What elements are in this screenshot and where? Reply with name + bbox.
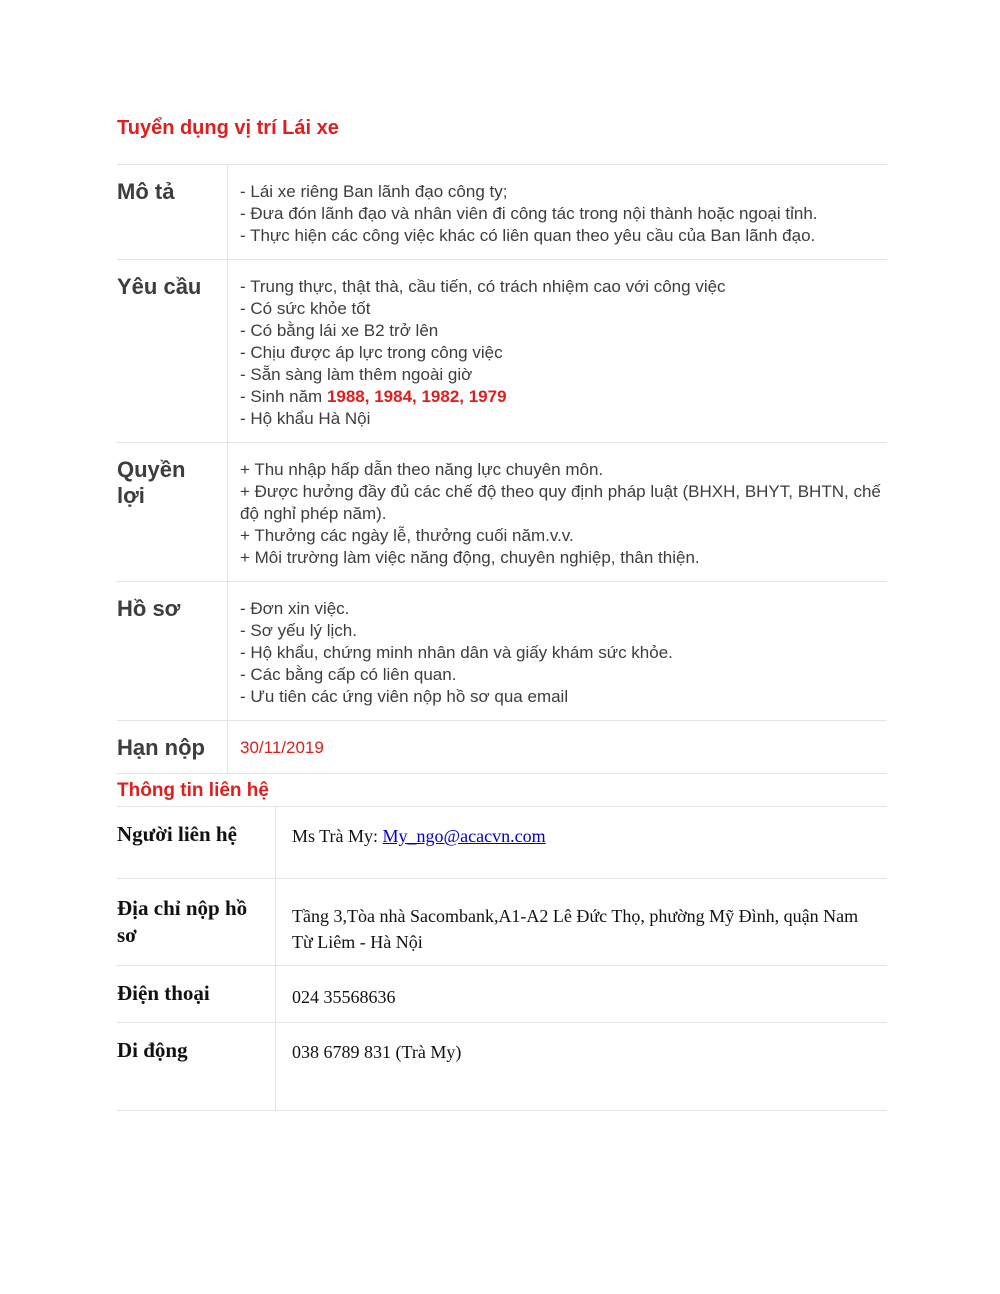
benefits-content xyxy=(228,443,887,581)
table-row-description xyxy=(117,164,887,259)
description-label: Mô tả xyxy=(117,165,228,259)
documents-line: - Đơn xin việc. xyxy=(240,599,350,618)
description-line: - Đưa đón lãnh đạo và nhân viên đi công tác trong nội thành hoặc ngoại tỉnh. xyxy=(240,204,818,223)
documents-content xyxy=(228,582,887,720)
contact-row-phone xyxy=(117,966,887,1023)
benefits-line: + Thu nhập hấp dẫn theo năng lực chuyên môn. xyxy=(240,460,604,479)
requirements-line: - Trung thực, thật thà, cầu tiến, có trách nhiệm cao với công việc xyxy=(240,277,726,296)
table-row-deadline xyxy=(117,720,887,773)
documents-line: - Các bằng cấp có liên quan. xyxy=(240,665,457,684)
deadline-content xyxy=(228,721,887,773)
page-title: Tuyển dụng vị trí Lái xe xyxy=(117,117,339,139)
contact-heading: Thông tin liên hệ xyxy=(117,774,887,807)
contact-row-mobile xyxy=(117,1023,887,1111)
documents-line: - Ưu tiên các ứng viên nộp hồ sơ qua email xyxy=(240,687,569,706)
contact-phone-label: Điện thoại xyxy=(117,966,276,1022)
benefits-label: Quyền lợi xyxy=(117,443,228,581)
contact-person-name: Ms Trà My: xyxy=(292,826,383,846)
requirements-line: - Có bằng lái xe B2 trở lên xyxy=(240,321,439,340)
table-row-documents xyxy=(117,581,887,720)
contact-row-address xyxy=(117,879,887,966)
description-line: - Thực hiện các công việc khác có liên quan theo yêu cầu của Ban lãnh đạo. xyxy=(240,226,816,245)
contact-row-person xyxy=(117,807,887,879)
requirements-line: - Có sức khỏe tốt xyxy=(240,299,371,318)
benefits-line: + Thưởng các ngày lễ, thưởng cuối năm.v.v. xyxy=(240,526,574,545)
description-line: - Lái xe riêng Ban lãnh đạo công ty; xyxy=(240,182,508,201)
benefits-line: + Được hưởng đầy đủ các chế độ theo quy định pháp luật (BHXH, BHYT, BHTN, chế độ nghỉ phép năm). xyxy=(240,482,881,523)
email-link[interactable]: My_ngo@acacvn.com xyxy=(382,826,546,846)
table-row-benefits xyxy=(117,442,887,581)
contact-person-label: Người liên hệ xyxy=(117,807,276,878)
requirements-birth-year-line xyxy=(240,386,887,408)
contact-mobile-label: Di động xyxy=(117,1023,276,1110)
birth-years-highlight: 1988, 1984, 1982, 1979 xyxy=(326,387,507,406)
requirements-line: - Chịu được áp lực trong công việc xyxy=(240,343,503,362)
contact-mobile-value: 038 6789 831 (Trà My) xyxy=(292,1042,462,1062)
description-content xyxy=(228,165,887,259)
requirements-line: - Sẵn sàng làm thêm ngoài giờ xyxy=(240,365,473,384)
documents-line: - Sơ yếu lý lịch. xyxy=(240,621,357,640)
requirements-label: Yêu cầu xyxy=(117,260,228,442)
contact-address-label: Địa chỉ nộp hồ sơ xyxy=(117,879,276,965)
documents-label: Hồ sơ xyxy=(117,582,228,720)
birth-year-prefix: - Sinh năm xyxy=(240,387,327,406)
deadline-value: 30/11/2019 xyxy=(240,738,324,757)
deadline-label: Hạn nộp xyxy=(117,721,228,773)
contact-address-value: Tầng 3,Tòa nhà Sacombank,A1-A2 Lê Đức Thọ, phường Mỹ Đình, quận Nam Từ Liêm - Hà Nội xyxy=(292,906,859,952)
contact-table xyxy=(117,807,887,1111)
benefits-line: + Môi trường làm việc năng động, chuyên nghiệp, thân thiện. xyxy=(240,548,700,567)
job-details-table xyxy=(117,164,887,774)
documents-line: - Hộ khẩu, chứng minh nhân dân và giấy khám sức khỏe. xyxy=(240,643,673,662)
contact-person-value xyxy=(276,807,887,878)
contact-phone-value: 024 35568636 xyxy=(292,987,396,1007)
requirements-content xyxy=(228,260,887,442)
requirements-residence-line: - Hộ khẩu Hà Nội xyxy=(240,409,371,428)
table-row-requirements xyxy=(117,259,887,442)
